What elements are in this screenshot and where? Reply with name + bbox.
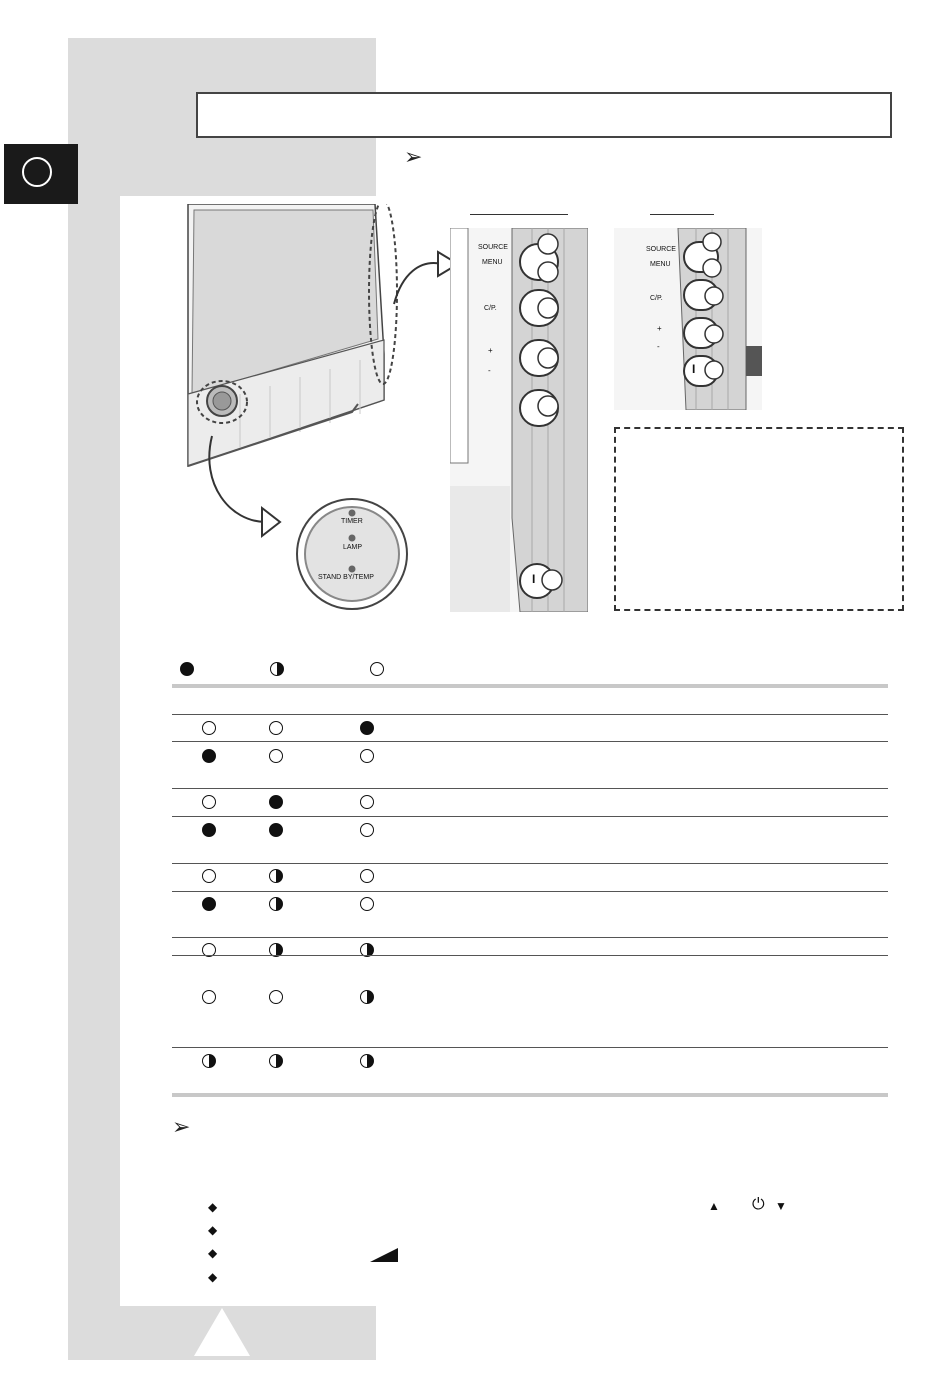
bullet-icon-2: ◆ xyxy=(208,1223,218,1237)
status-dot-row1-col2-icon xyxy=(269,721,283,735)
status-dot-row4-col1-icon xyxy=(202,823,216,837)
legend-blinking-dot-icon xyxy=(270,662,284,676)
table-top-rule xyxy=(172,684,888,688)
table-row-separator xyxy=(172,863,888,864)
table-row-separator xyxy=(172,1047,888,1048)
status-dot-row5-col2-icon xyxy=(269,869,283,883)
status-dot-row2-col1-icon xyxy=(202,749,216,763)
right-minus-label: - xyxy=(657,342,660,351)
table-bottom-rule xyxy=(172,1093,888,1097)
status-dot-row8-col2-icon xyxy=(269,990,283,1004)
status-dot-row2-col3-icon xyxy=(360,749,374,763)
page-title-box xyxy=(196,92,892,138)
left-power-symbol: I xyxy=(532,572,536,586)
bullet-icon-3: ◆ xyxy=(208,1246,218,1260)
status-dot-row4-col2-icon xyxy=(269,823,283,837)
left-menu-label: MENU xyxy=(482,259,503,266)
left-control-panel xyxy=(450,228,588,612)
table-row-separator xyxy=(172,816,888,817)
status-dot-row6-col2-icon xyxy=(269,897,283,911)
note-box xyxy=(614,427,904,611)
legend-on-dot-icon xyxy=(180,662,194,676)
status-dot-row8-col1-icon xyxy=(202,990,216,1004)
left-panel-heading-line xyxy=(470,214,568,215)
right-power-symbol: I xyxy=(692,362,696,376)
table-row-separator xyxy=(172,937,888,938)
volume-wedge-icon xyxy=(370,1248,398,1262)
status-dot-row2-col2-icon xyxy=(269,749,283,763)
grey-left-band xyxy=(68,196,120,1306)
bullet-icon-4: ◆ xyxy=(208,1270,218,1284)
note-arrow-icon-2: ➢ xyxy=(172,1114,191,1139)
page-up-triangle-icon xyxy=(194,1308,250,1356)
status-dot-row5-col3-icon xyxy=(360,869,374,883)
bullet-icon-1: ◆ xyxy=(208,1200,218,1214)
status-dot-row6-col1-icon xyxy=(202,897,216,911)
left-cp-label: C/P. xyxy=(484,305,497,312)
status-dot-row4-col3-icon xyxy=(360,823,374,837)
table-row-separator xyxy=(172,955,888,956)
down-arrow-icon: ▼ xyxy=(775,1199,787,1213)
left-minus-label: - xyxy=(488,366,491,375)
right-menu-label: MENU xyxy=(650,261,671,268)
status-dot-row5-col1-icon xyxy=(202,869,216,883)
table-row-separator xyxy=(172,741,888,742)
table-row-separator xyxy=(172,788,888,789)
right-cp-label: C/P. xyxy=(650,295,663,302)
legend-off-dot-icon xyxy=(370,662,384,676)
right-source-label: SOURCE xyxy=(646,246,676,253)
status-dot-row3-col1-icon xyxy=(202,795,216,809)
status-dot-row9-col2-icon xyxy=(269,1054,283,1068)
status-dot-row3-col2-icon xyxy=(269,795,283,809)
note-arrow-icon: ➢ xyxy=(404,144,423,169)
status-dot-row6-col3-icon xyxy=(360,897,374,911)
status-dot-row9-col1-icon xyxy=(202,1054,216,1068)
indicator-label-timer: TIMER xyxy=(341,518,363,525)
left-plus-label: + xyxy=(488,346,493,355)
indicator-label-lamp: LAMP xyxy=(343,544,363,551)
power-icon: ⏻ xyxy=(752,1196,765,1213)
left-source-label: SOURCE xyxy=(478,244,508,251)
right-panel-heading-line xyxy=(650,214,714,215)
language-tab-circle-icon xyxy=(22,157,52,187)
status-dot-row1-col3-icon xyxy=(360,721,374,735)
table-row-separator xyxy=(172,891,888,892)
right-control-panel xyxy=(614,228,762,410)
status-dot-row3-col3-icon xyxy=(360,795,374,809)
table-header-rule xyxy=(172,714,888,715)
status-dot-row8-col3-icon xyxy=(360,990,374,1004)
status-dot-row9-col3-icon xyxy=(360,1054,374,1068)
right-plus-label: + xyxy=(657,324,662,333)
up-arrow-icon: ▲ xyxy=(708,1199,720,1213)
status-dot-row1-col1-icon xyxy=(202,721,216,735)
indicator-label-standby-temp: STAND BY/TEMP xyxy=(318,574,374,581)
